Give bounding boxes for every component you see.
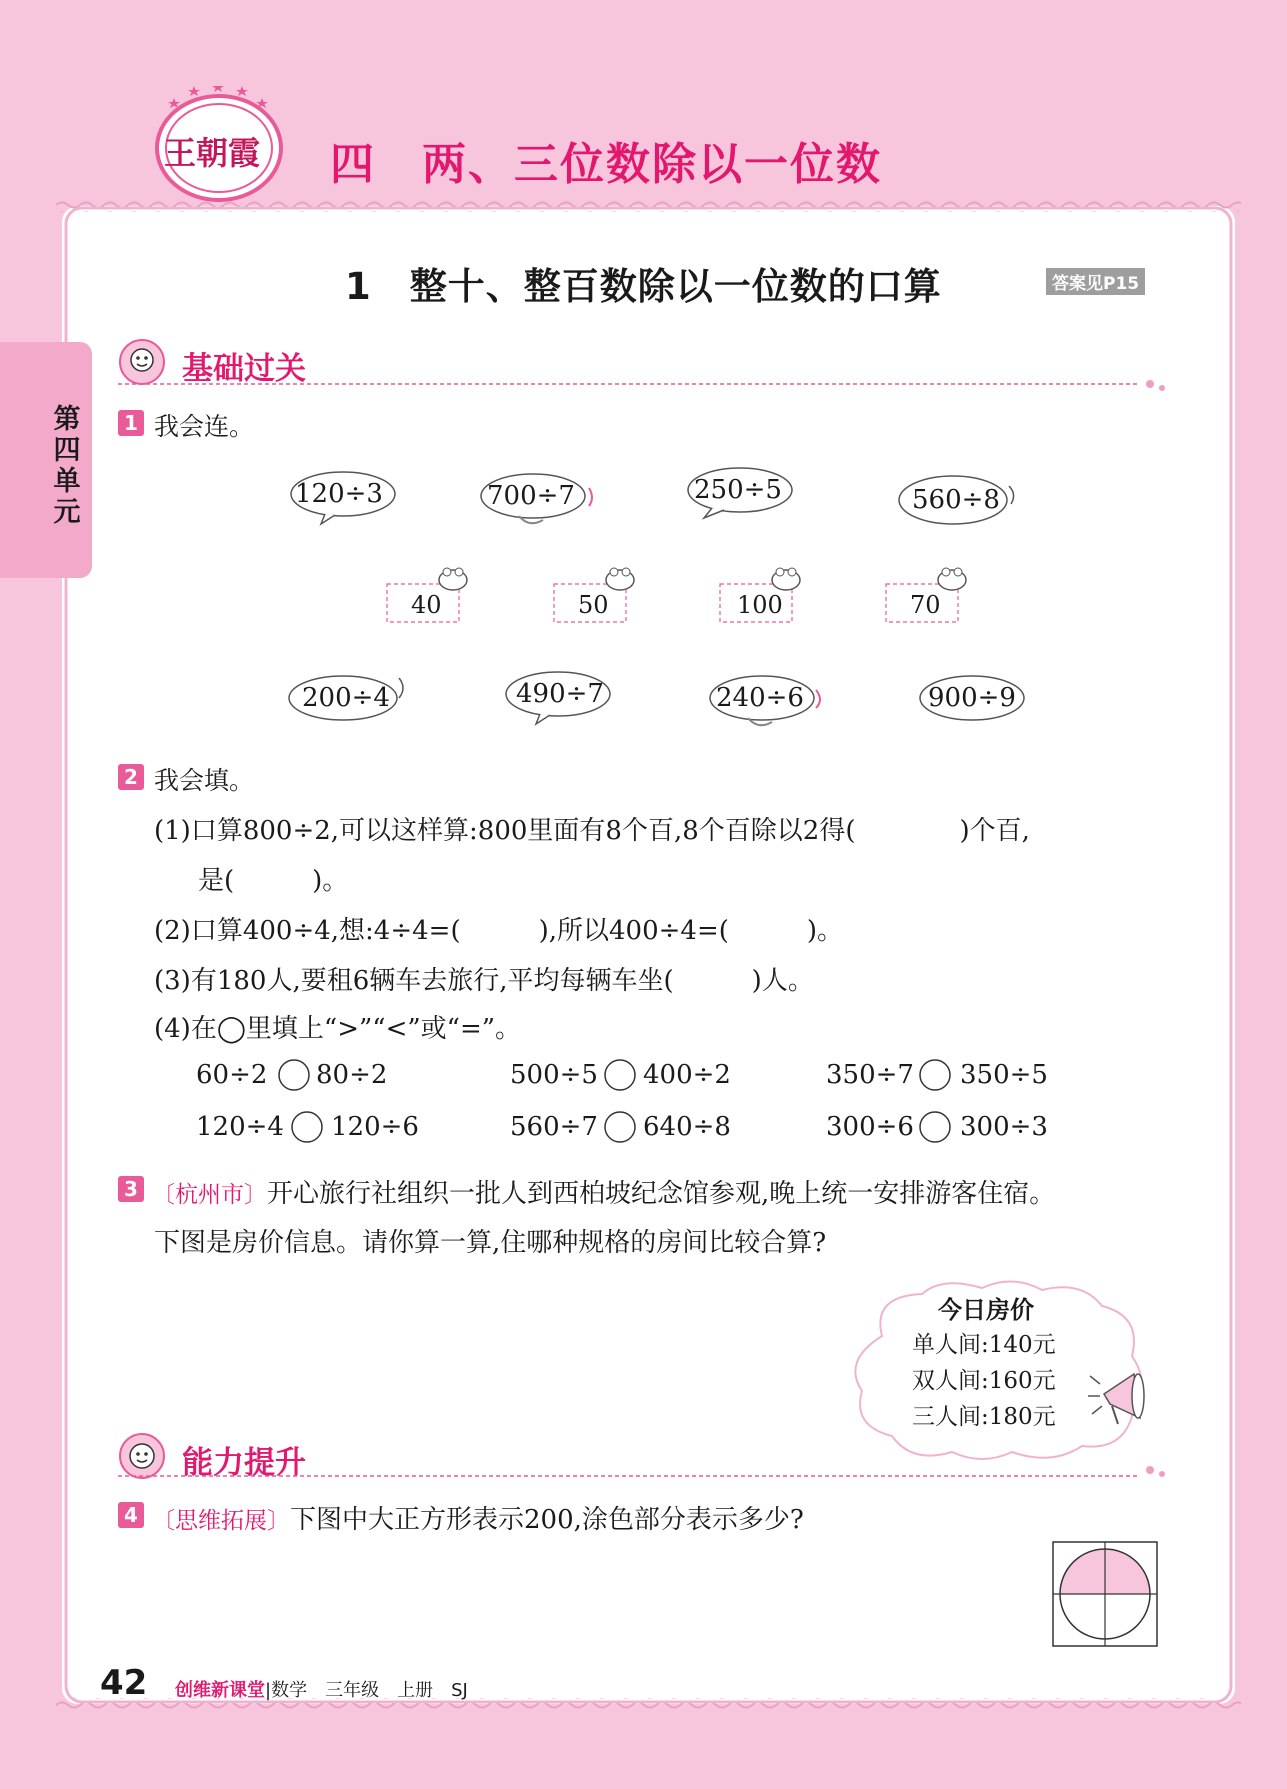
compare-right: 400÷2 <box>643 1060 731 1090</box>
unit-title: 四 两、三位数除以一位数 <box>330 139 882 190</box>
division-expression: 700÷7 <box>487 481 575 511</box>
question-4-body: 下图中大正方形表示200,涂色部分表示多少? <box>290 1505 804 1535</box>
question-1-number: 1 <box>118 410 144 436</box>
compare-left: 350÷7 <box>826 1060 914 1090</box>
q2-part4: (4)在◯里填上“>”“<”或“=”。 <box>154 1014 522 1044</box>
answer-value: 40 <box>411 591 442 619</box>
question-3-text <box>152 1173 1055 1210</box>
question-3-line2: 下图是房价信息。请你算一算,住哪种规格的房间比较合算? <box>154 1228 827 1258</box>
question-1-prompt: 我会连。 <box>154 412 255 441</box>
compare-right: 640÷8 <box>643 1112 731 1142</box>
compare-right: 300÷3 <box>960 1112 1048 1142</box>
section-advanced-title: 能力提升 <box>182 1445 306 1481</box>
compare-circle[interactable] <box>603 1058 637 1092</box>
compare-left: 500÷5 <box>510 1060 598 1090</box>
question-3-tag: 〔杭州市〕 <box>152 1182 267 1208</box>
division-expression: 900÷9 <box>928 683 1016 713</box>
compare-circle[interactable] <box>290 1110 324 1144</box>
question-2-number: 2 <box>118 764 144 790</box>
logo-text: 王朝霞 <box>164 134 261 172</box>
compare-circle[interactable] <box>277 1058 311 1092</box>
q2-part2: (2)口算400÷4,想:4÷4=( ),所以400÷4=( )。 <box>154 916 844 946</box>
price-line-single: 单人间:140元 <box>912 1332 1056 1358</box>
page-number: 42 <box>100 1663 148 1703</box>
section-advanced-divider <box>118 1466 1170 1480</box>
division-expression: 240÷6 <box>716 683 804 713</box>
section-basic-divider <box>118 380 1170 394</box>
footer-book-info: |数学 三年级 上册 SJ <box>265 1680 468 1701</box>
question-2-prompt: 我会填。 <box>154 766 255 795</box>
question-4-text <box>152 1499 804 1536</box>
division-expression: 120÷3 <box>295 479 383 509</box>
division-expression: 560÷8 <box>912 485 1000 515</box>
question-3-number: 3 <box>118 1176 144 1202</box>
question-3-line1: 开心旅行社组织一批人到西柏坡纪念馆参观,晚上统一安排游客住宿。 <box>267 1179 1056 1209</box>
price-line-triple: 三人间:180元 <box>912 1404 1056 1430</box>
answer-value: 100 <box>737 591 783 619</box>
compare-left: 300÷6 <box>826 1112 914 1142</box>
lesson-title: 1 整十、整百数除以一位数的口算 <box>345 265 942 308</box>
section-basic-title: 基础过关 <box>182 351 306 387</box>
mascot-icon <box>118 338 166 386</box>
compare-circle[interactable] <box>918 1110 952 1144</box>
square-figure <box>1052 1541 1160 1649</box>
q2-part1-line1: (1)口算800÷2,可以这样算:800里面有8个百,8个百除以2得( )个百, <box>154 816 1030 846</box>
question-4-number: 4 <box>118 1502 144 1528</box>
compare-right: 120÷6 <box>331 1112 419 1142</box>
compare-right: 80÷2 <box>316 1060 388 1090</box>
compare-circle[interactable] <box>603 1110 637 1144</box>
compare-right: 350÷5 <box>960 1060 1048 1090</box>
footer-brand: 创维新课堂 <box>175 1680 265 1701</box>
footer-info <box>175 1676 468 1702</box>
q2-part1-line2: 是( )。 <box>198 866 349 896</box>
compare-circle[interactable] <box>918 1058 952 1092</box>
answer-value: 70 <box>910 591 941 619</box>
compare-left: 560÷7 <box>510 1112 598 1142</box>
division-expression: 490÷7 <box>516 679 604 709</box>
division-expression: 250÷5 <box>694 475 782 505</box>
question-4-tag: 〔思维拓展〕 <box>152 1508 290 1534</box>
answer-value: 50 <box>578 591 609 619</box>
compare-left: 60÷2 <box>196 1060 268 1090</box>
unit-side-tab-label: 第四单元 <box>53 404 81 528</box>
price-line-double: 双人间:160元 <box>912 1368 1056 1394</box>
division-expression: 200÷4 <box>302 683 390 713</box>
q2-part3: (3)有180人,要租6辆车去旅行,平均每辆车坐( )人。 <box>154 966 814 996</box>
price-board-title: 今日房价 <box>938 1296 1034 1324</box>
compare-left: 120÷4 <box>196 1112 284 1142</box>
answer-reference: 答案见P15 <box>1046 268 1145 295</box>
